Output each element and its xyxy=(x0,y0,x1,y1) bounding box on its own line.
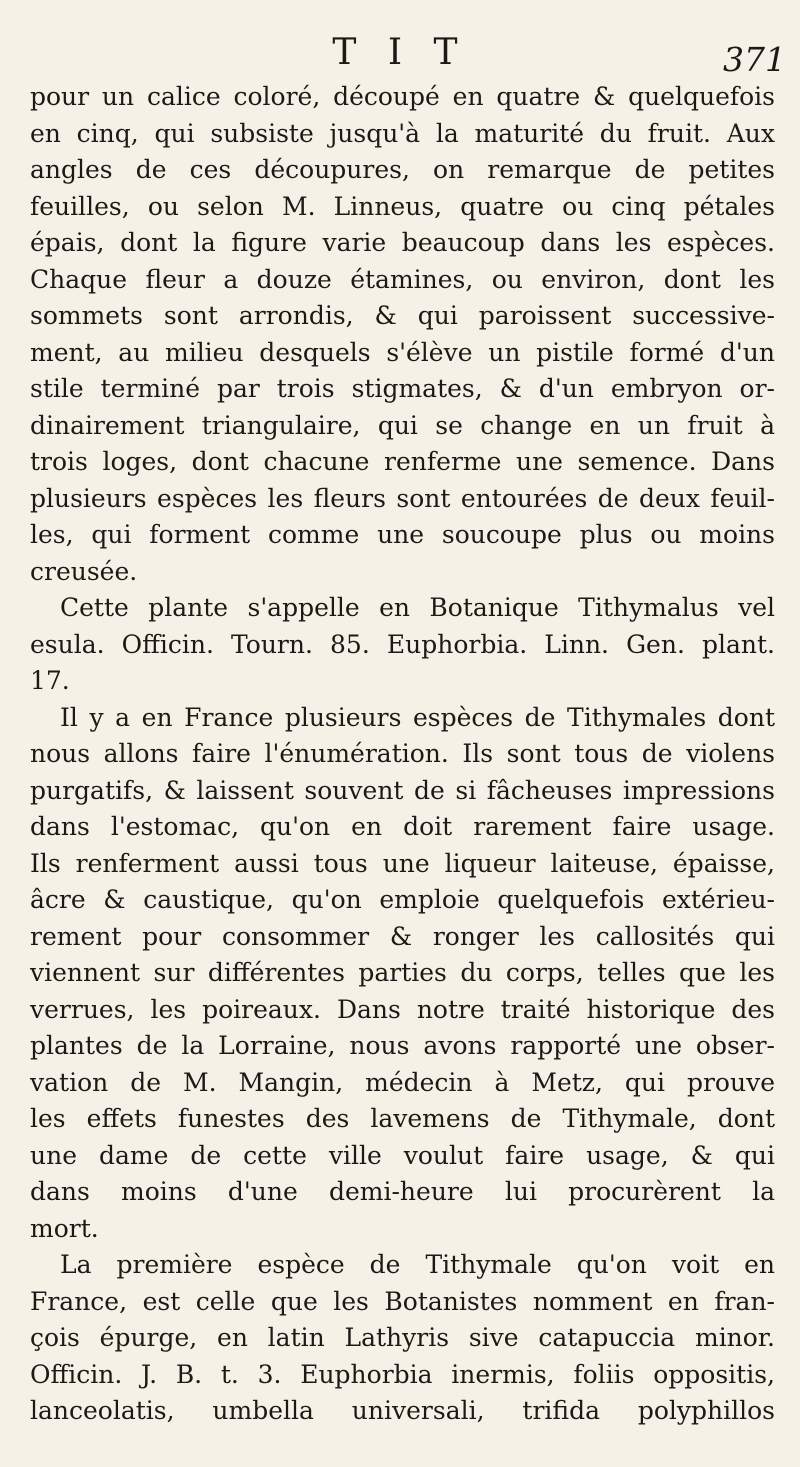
text-line: creusée. xyxy=(30,556,138,586)
text-line: 17. xyxy=(30,666,70,695)
text-line: plantes de la Lorraine, nous avons rapporté une obser- xyxy=(30,1031,775,1060)
text-line: viennent sur différentes parties du corps, telles que les xyxy=(30,958,775,987)
text-line: dans l'estomac, qu'on en doit rarement faire usage. xyxy=(30,812,775,841)
text-line: sommets sont arrondis, & qui paroissent successive- xyxy=(30,301,775,330)
text-line: verrues, les poireaux. Dans notre traité historique des xyxy=(30,994,775,1024)
text-line: mort. xyxy=(30,1213,99,1243)
text-line: une dame de cette ville voulut faire usage, & qui xyxy=(30,1140,775,1170)
text-line: feuilles, ou selon M. Linneus, quatre ou cinq pétales xyxy=(30,191,775,221)
text-line: plusieurs espèces les fleurs sont entourées de deux feuil- xyxy=(30,483,775,513)
text-line: pour un calice coloré, découpé en quatre & quelquefois xyxy=(30,82,775,111)
text-line: Officin. J. B. t. 3. Euphorbia inermis, foliis oppositis, xyxy=(30,1359,775,1389)
text-line: dans moins d'une demi-heure lui procurèrent la xyxy=(30,1177,775,1206)
text-line: les, qui forment comme une soucoupe plus ou moins xyxy=(30,520,775,549)
text-line: âcre & caustique, qu'on emploie quelquefois extérieu- xyxy=(30,885,775,914)
text-line: lanceolatis, umbella universali, trifida polyphillos xyxy=(30,1396,775,1425)
text-line: Cette plante s'appelle en Botanique Tithymalus vel xyxy=(60,593,775,622)
text-line: angles de ces découpures, on remarque de petites xyxy=(30,155,775,184)
text-line: épais, dont la figure varie beaucoup dans les espèces. xyxy=(30,228,775,257)
running-head xyxy=(0,30,800,80)
text-line: rement pour consommer & ronger les callosités qui xyxy=(30,921,775,951)
text-line: La première espèce de Tithymale qu'on voit en xyxy=(60,1250,775,1279)
page-number: 371 xyxy=(723,40,786,79)
body-text xyxy=(30,79,775,1430)
text-line: dinairement triangulaire, qui se change en un fruit à xyxy=(30,410,775,440)
text-line: Chaque fleur a douze étamines, ou environ, dont les xyxy=(30,264,775,294)
text-line: vation de M. Mangin, médecin à Metz, qui prouve xyxy=(30,1067,775,1097)
running-title: T I T xyxy=(332,32,468,73)
text-line: Il y a en France plusieurs espèces de Tithymales dont xyxy=(60,702,775,732)
text-line: ment, au milieu desquels s'élève un pistile formé d'un xyxy=(30,337,775,367)
text-line: stile terminé par trois stigmates, & d'un embryon or- xyxy=(30,374,775,403)
text-line: en cinq, qui subsiste jusqu'à la maturité du fruit. Aux xyxy=(30,118,775,148)
text-line: çois épurge, en latin Lathyris sive catapuccia minor. xyxy=(30,1323,775,1352)
text-line: trois loges, dont chacune renferme une semence. Dans xyxy=(30,447,775,476)
text-line: Ils renferment aussi tous une liqueur laiteuse, épaisse, xyxy=(30,848,775,878)
text-line: esula. Officin. Tourn. 85. Euphorbia. Linn. Gen. plant. xyxy=(30,629,775,659)
text-line: les effets funestes des lavemens de Tithymale, dont xyxy=(30,1104,775,1133)
text-line: nous allons faire l'énumération. Ils sont tous de violens xyxy=(30,739,775,768)
text-line: France, est celle que les Botanistes nomment en fran- xyxy=(30,1286,775,1316)
text-line: purgatifs, & laissent souvent de si fâcheuses impressions xyxy=(30,775,775,805)
